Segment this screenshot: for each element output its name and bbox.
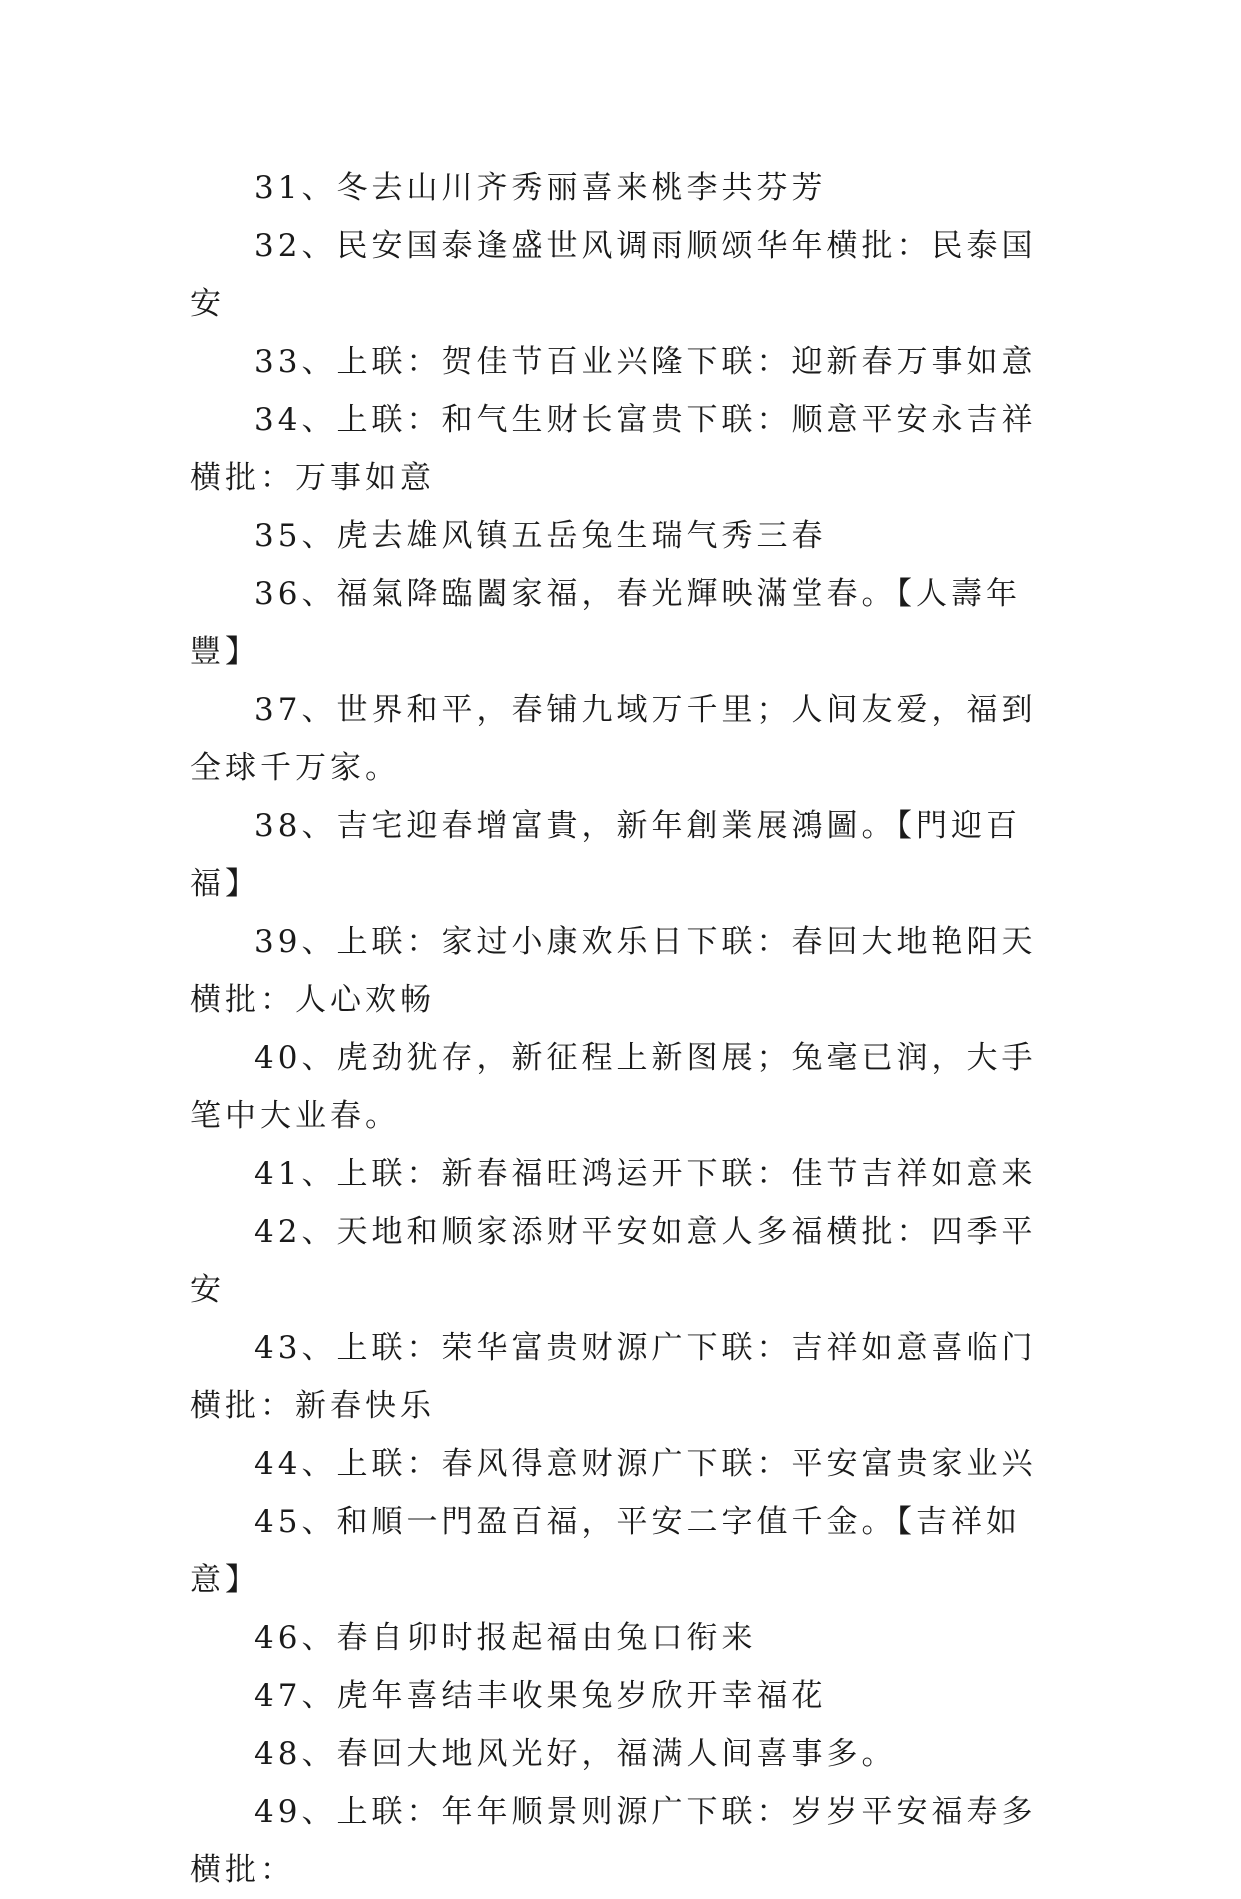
list-item: 46、春自卯时报起福由兔口衔来 — [254, 1620, 757, 1656]
list-item: 44、上联：春风得意财源广下联：平安富贵家业兴 — [254, 1446, 1037, 1482]
list-item: 49、上联：年年顺景则源广下联：岁岁平安福寿多横批： — [190, 1794, 1037, 1888]
list-item: 43、上联：荣华富贵财源广下联：吉祥如意喜临门横批：新春快乐 — [190, 1330, 1037, 1424]
list-item: 32、民安国泰逢盛世风调雨顺颂华年横批：民泰国安 — [190, 228, 1037, 322]
list-item: 35、虎去雄风镇五岳兔生瑞气秀三春 — [254, 518, 827, 554]
list-item: 47、虎年喜结丰收果兔岁欣开幸福花 — [254, 1678, 827, 1714]
list-item: 40、虎劲犹存，新征程上新图展；兔毫已润，大手笔中大业春。 — [190, 1040, 1037, 1134]
list-item: 39、上联：家过小康欢乐日下联：春回大地艳阳天横批：人心欢畅 — [190, 924, 1037, 1018]
list-item: 41、上联：新春福旺鸿运开下联：佳节吉祥如意来 — [254, 1156, 1037, 1192]
list-item: 33、上联：贺佳节百业兴隆下联：迎新春万事如意 — [254, 344, 1037, 380]
list-item: 37、世界和平，春铺九域万千里；人间友爱，福到全球千万家。 — [190, 692, 1037, 786]
list-item: 31、冬去山川齐秀丽喜来桃李共芬芳 — [254, 170, 827, 206]
list-item: 45、和順一門盈百福，平安二字值千金。【吉祥如意】 — [190, 1504, 1021, 1598]
list-item: 48、春回大地风光好，福满人间喜事多。 — [254, 1736, 897, 1772]
couplet-list — [190, 159, 1060, 1899]
list-item: 42、天地和顺家添财平安如意人多福横批：四季平安 — [190, 1214, 1037, 1308]
list-item: 34、上联：和气生财长富贵下联：顺意平安永吉祥横批：万事如意 — [190, 402, 1037, 496]
list-item: 36、福氣降臨闔家福，春光輝映滿堂春。【人壽年豐】 — [190, 576, 1021, 670]
list-item: 38、吉宅迎春增富貴，新年創業展鴻圖。【門迎百福】 — [190, 808, 1021, 902]
